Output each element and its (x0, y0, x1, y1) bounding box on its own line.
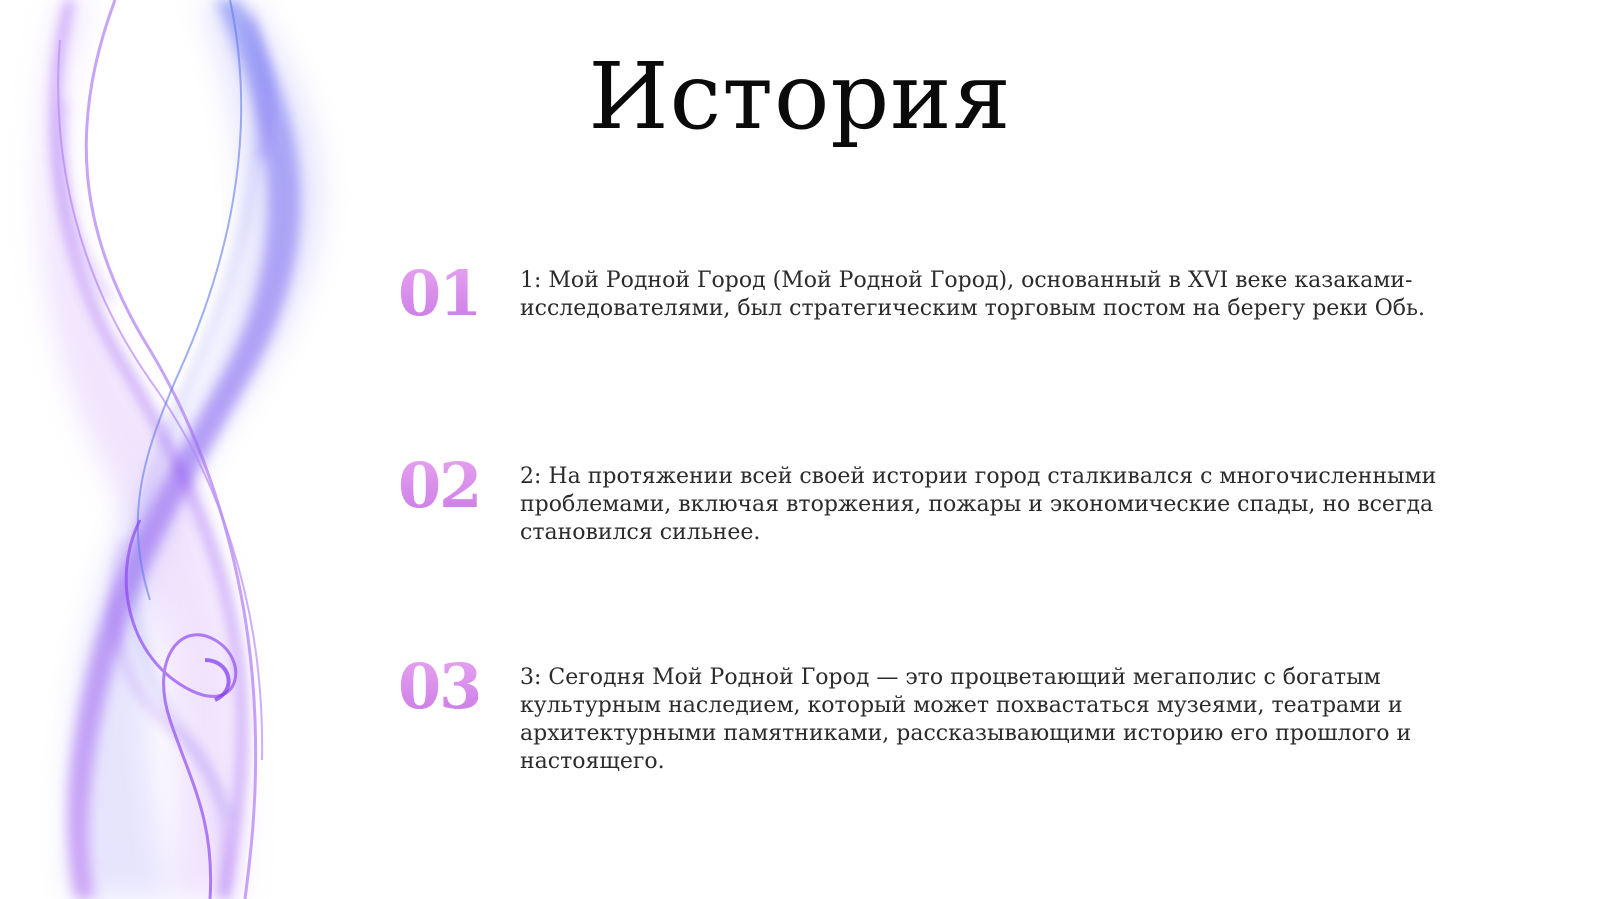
item-number-text: 01 (398, 257, 481, 329)
slide-title: История (588, 43, 1012, 150)
item-number-3 (398, 650, 508, 722)
item-text: 3: Сегодня Мой Родной Город — это процветающий мегаполис с богатым культурным наследием, который может похвастаться музеями, театрами и архитектурными памятниками, рассказывающими историю его прошлого и настоящего. (520, 665, 1412, 774)
item-number-2 (398, 449, 508, 521)
item-text: 1: Мой Родной Город (Мой Родной Город), основанный в XVI веке казаками-исследователями, был стратегическим торговым постом на берегу реки Обь. (520, 268, 1425, 321)
item-number-text: 02 (398, 449, 481, 521)
item-number-1 (398, 257, 508, 329)
item-text: 2: На протяжении всей своей истории город сталкивался с многочисленными проблемами, включая вторжения, пожары и экономические спады, но всегда становился сильнее. (520, 464, 1437, 545)
item-number-text: 03 (398, 650, 481, 722)
